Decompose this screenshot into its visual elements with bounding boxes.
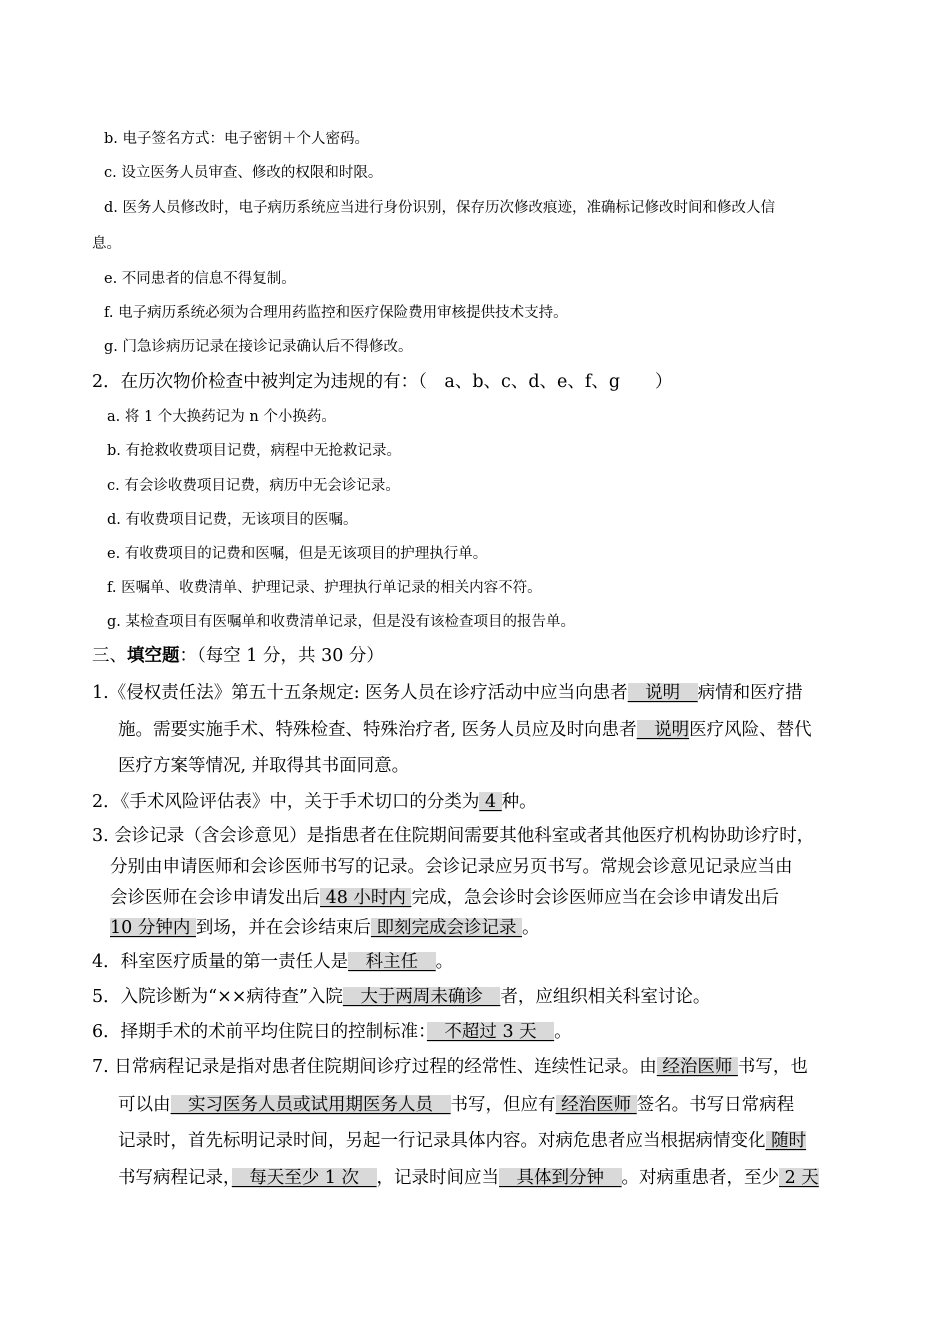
fill-3-line4: 10 分钟内 到场，并在会诊结束后 即刻完成会诊记录 。 bbox=[110, 918, 540, 938]
q2-item-b: b. 有抢救收费项目记费，病程中无抢救记录。 bbox=[107, 443, 401, 459]
fill-4-answer: 科主任 bbox=[348, 952, 436, 972]
fill-1-line3: 医疗方案等情况, 并取得其书面同意。 bbox=[118, 756, 410, 776]
fill-7-answer-2: 实习医务人员或试用期医务人员 bbox=[170, 1095, 451, 1115]
fill-7-answer-5: 每天至少 1 次 bbox=[231, 1168, 377, 1188]
fill-1-answer-1: 说明 bbox=[627, 683, 698, 703]
item-d-line2: 息。 bbox=[92, 236, 121, 252]
section-3-scoring: ：（每空 1 分，共 30 分） bbox=[179, 646, 384, 666]
fill-1-answer-2: 说明 bbox=[636, 720, 690, 740]
fill-7-line2: 可以由 实习医务人员或试用期医务人员 书写，但应有 经治医师 签名。书写日常病程 bbox=[118, 1095, 795, 1115]
fill-2-answer: 4 bbox=[479, 792, 502, 812]
fill-3-answer-1: 48 小时内 bbox=[320, 888, 412, 908]
q2-item-e: e. 有收费项目的记费和医嘱，但是无该项目的护理执行单。 bbox=[107, 546, 488, 562]
item-f: f. 电子病历系统必须为合理用药监控和医疗保险费用审核提供技术支持。 bbox=[104, 305, 568, 321]
fill-7-answer-6: 具体到分钟 bbox=[499, 1168, 622, 1188]
section-3-prefix: 三、 bbox=[92, 646, 127, 666]
fill-7-answer-4: 随时 bbox=[765, 1131, 807, 1151]
fill-7-answer-1: 经治医师 bbox=[656, 1057, 738, 1077]
fill-3-line1: 3. 会诊记录（含会诊意见）是指患者在住院期间需要其他科室或者其他医疗机构协助诊疗时， bbox=[92, 826, 815, 846]
fill-5: 5．入院诊断为“××病待查”入院 大于两周未确诊 者，应组织相关科室讨论。 bbox=[92, 987, 711, 1007]
item-e: e. 不同患者的信息不得复制。 bbox=[104, 271, 296, 287]
fill-7-line1: 7. 日常病程记录是指对患者住院期间诊疗过程的经常性、连续性记录。由 经治医师 书写，也 bbox=[92, 1057, 808, 1077]
fill-3-answer-2: 10 分钟内 bbox=[110, 918, 196, 938]
item-d-line1: d. 医务人员修改时，电子病历系统应当进行身份识别，保存历次修改痕迹，准确标记修改时间和修改人信 bbox=[104, 200, 775, 216]
fill-4: 4．科室医疗质量的第一责任人是 科主任 。 bbox=[92, 952, 454, 972]
section-3-heading bbox=[92, 642, 384, 667]
fill-3-answer-3: 即刻完成会诊记录 bbox=[370, 918, 523, 938]
fill-3-line2: 分别由申请医师和会诊医师书写的记录。会诊记录应另页书写。常规会诊意见记录应当由 bbox=[110, 857, 793, 877]
fill-5-answer: 大于两周未确诊 bbox=[342, 987, 501, 1007]
q2-item-d: d. 有收费项目记费，无该项目的医嘱。 bbox=[107, 512, 358, 528]
q2-item-a: a. 将 1 个大换药记为 n 个小换药。 bbox=[107, 409, 336, 425]
fill-7-answer-3: 经治医师 bbox=[555, 1095, 637, 1115]
item-c: c. 设立医务人员审查、修改的权限和时限。 bbox=[104, 165, 383, 181]
question-2-stem: 2．在历次物价检查中被判定为违规的有：（ a、b、c、d、e、f、g ） bbox=[92, 372, 673, 392]
q2-item-f: f. 医嘱单、收费清单、护理记录、护理执行单记录的相关内容不符。 bbox=[107, 580, 542, 596]
item-b: b. 电子签名方式：电子密钥＋个人密码。 bbox=[104, 131, 369, 147]
fill-7-answer-7: 2 天 bbox=[779, 1168, 819, 1188]
fill-1-line1: 1.《侵权责任法》第五十五条规定: 医务人员在诊疗活动中应当向患者 说明 病情和医疗措 bbox=[92, 683, 803, 703]
fill-7-line4: 书写病程记录， 每天至少 1 次 ，记录时间应当 具体到分钟 。对病重患者，至少 2 天 bbox=[118, 1168, 819, 1188]
q2-item-c: c. 有会诊收费项目记费，病历中无会诊记录。 bbox=[107, 478, 400, 494]
section-3-title: 填空题 bbox=[127, 646, 180, 666]
fill-2: 2．《手术风险评估表》中，关于手术切口的分类为 4 种。 bbox=[92, 792, 537, 812]
fill-7-line3: 记录时，首先标明记录时间，另起一行记录具体内容。对病危患者应当根据病情变化 随时 bbox=[118, 1131, 807, 1151]
q2-item-g: g. 某检查项目有医嘱单和收费清单记录，但是没有该检查项目的报告单。 bbox=[107, 614, 575, 630]
item-g: g. 门急诊病历记录在接诊记录确认后不得修改。 bbox=[104, 339, 413, 355]
fill-1-line2: 施。需要实施手术、特殊检查、特殊治疗者, 医务人员应及时向患者 说明医疗风险、替代 bbox=[118, 720, 812, 740]
fill-6: 6．择期手术的术前平均住院日的控制标准： 不超过 3 天 。 bbox=[92, 1022, 572, 1042]
fill-3-line3: 会诊医师在会诊申请发出后 48 小时内 完成，急会诊时会诊医师应当在会诊申请发出后 bbox=[110, 888, 779, 908]
fill-6-answer: 不超过 3 天 bbox=[426, 1022, 555, 1042]
